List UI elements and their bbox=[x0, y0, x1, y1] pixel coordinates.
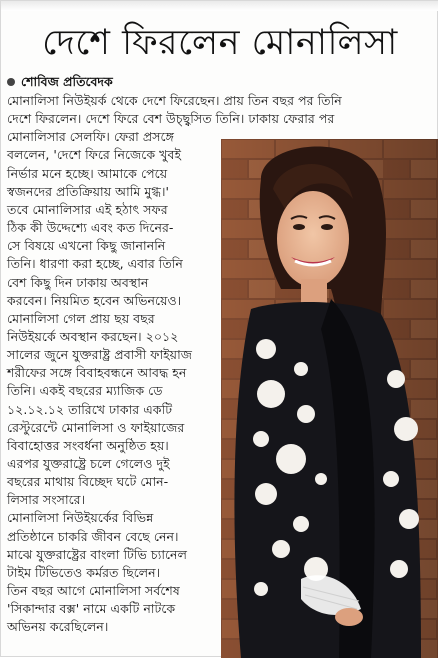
byline bbox=[7, 73, 113, 91]
body-line: নির্ভার মনে হচ্ছে। আমাকে পেয়ে bbox=[7, 165, 168, 181]
byline-text: শোবিজ প্রতিবেদক bbox=[21, 74, 113, 89]
body-line: মোনালিসার সেলফি। ফেরা প্রসঙ্গে bbox=[7, 129, 174, 145]
body-line: লিসার সংসারে। bbox=[7, 492, 86, 508]
body-line: তিন বছর আগে মোনালিসা সর্বশেষ bbox=[7, 583, 180, 599]
body-line: দেশে ফিরলেন। দেশে ফিরে বেশ উচ্ছ্বসিত তিনি। ঢাকায় ফেরার পর bbox=[7, 111, 335, 127]
body-line: 'সিকান্দার বক্স' নামে একটি নাটকে bbox=[7, 601, 176, 617]
body-line: তিনি। ধারণা করা হচ্ছে, এবার তিনি bbox=[7, 256, 183, 272]
body-line: বেশ কিছু দিন ঢাকায় অবস্থান bbox=[7, 274, 149, 290]
body-line: মোনালিসা গেল প্রায় ছয় বছর bbox=[7, 310, 155, 326]
body-line: বছরের মাথায় বিচ্ছেদ ঘটে মোন- bbox=[7, 474, 169, 490]
body-line: বিবাহোত্তর সংবর্ধনা অনুষ্ঠিত হয়। bbox=[7, 437, 169, 453]
body-line: রেস্টুরেন্টে মোনালিসা ও ফাইয়াজের bbox=[7, 419, 185, 435]
body-line: স্বজনদের প্রতিক্রিয়ায় আমি মুগ্ধ।' bbox=[7, 183, 169, 199]
body-line: তবে মোনালিসার এই হঠাৎ সফর bbox=[7, 201, 168, 217]
body-line: এরপর যুক্তরাষ্ট্রে চলে গেলেও দুই bbox=[7, 456, 170, 471]
body-line: মোনালিসা নিউইয়র্ক থেকে দেশে ফিরেছেন। প্রায় তিন বছর পর তিনি bbox=[7, 93, 342, 108]
body-line: সে বিষয়ে এখনো কিছু জানাননি bbox=[7, 238, 166, 254]
top-rule bbox=[1, 1, 438, 11]
headline: দেশে ফিরলেন মোনালিসা bbox=[42, 23, 398, 63]
body-line: তিনি। একই বছরের ম্যাজিক ডে bbox=[7, 383, 163, 399]
body-line: বললেন, 'দেশে ফিরে নিজেকে খুবই bbox=[7, 147, 182, 163]
body-line: প্রতিষ্ঠানে চাকরি জীবন বেছে নেন। bbox=[7, 528, 179, 544]
body-line: শরীফের সঙ্গে বিবাহবন্ধনে আবদ্ধ হন bbox=[7, 365, 187, 381]
body-line: নিউইয়র্কে অবস্থান করছেন। ২০১২ bbox=[7, 328, 179, 344]
body-line: অভিনয় করেছিলেন। bbox=[7, 619, 109, 635]
body-line: করবেন। নিয়মিত হবেন অভিনয়েও। bbox=[7, 292, 182, 308]
body-line: সালের জুনে যুক্তরাষ্ট্র প্রবাসী ফাইয়াজ bbox=[7, 347, 193, 363]
face bbox=[277, 191, 349, 287]
body-line: মোনালিসা নিউইয়র্কের বিভিন্ন bbox=[7, 510, 154, 526]
body-line: মাঝে যুক্তরাষ্ট্রের বাংলা টিভি চ্যানেল bbox=[7, 546, 187, 562]
body-line: ঠিক কী উদ্দেশ্যে এবং কত দিনের- bbox=[7, 220, 174, 236]
portrait-photo bbox=[221, 139, 438, 658]
body-line: ১২.১২.১২ তারিখে ঢাকার একটি bbox=[7, 401, 173, 417]
bullet-icon bbox=[7, 78, 15, 86]
body-line: টাইম টিভিতেও কর্মরত ছিলেন। bbox=[7, 564, 161, 580]
